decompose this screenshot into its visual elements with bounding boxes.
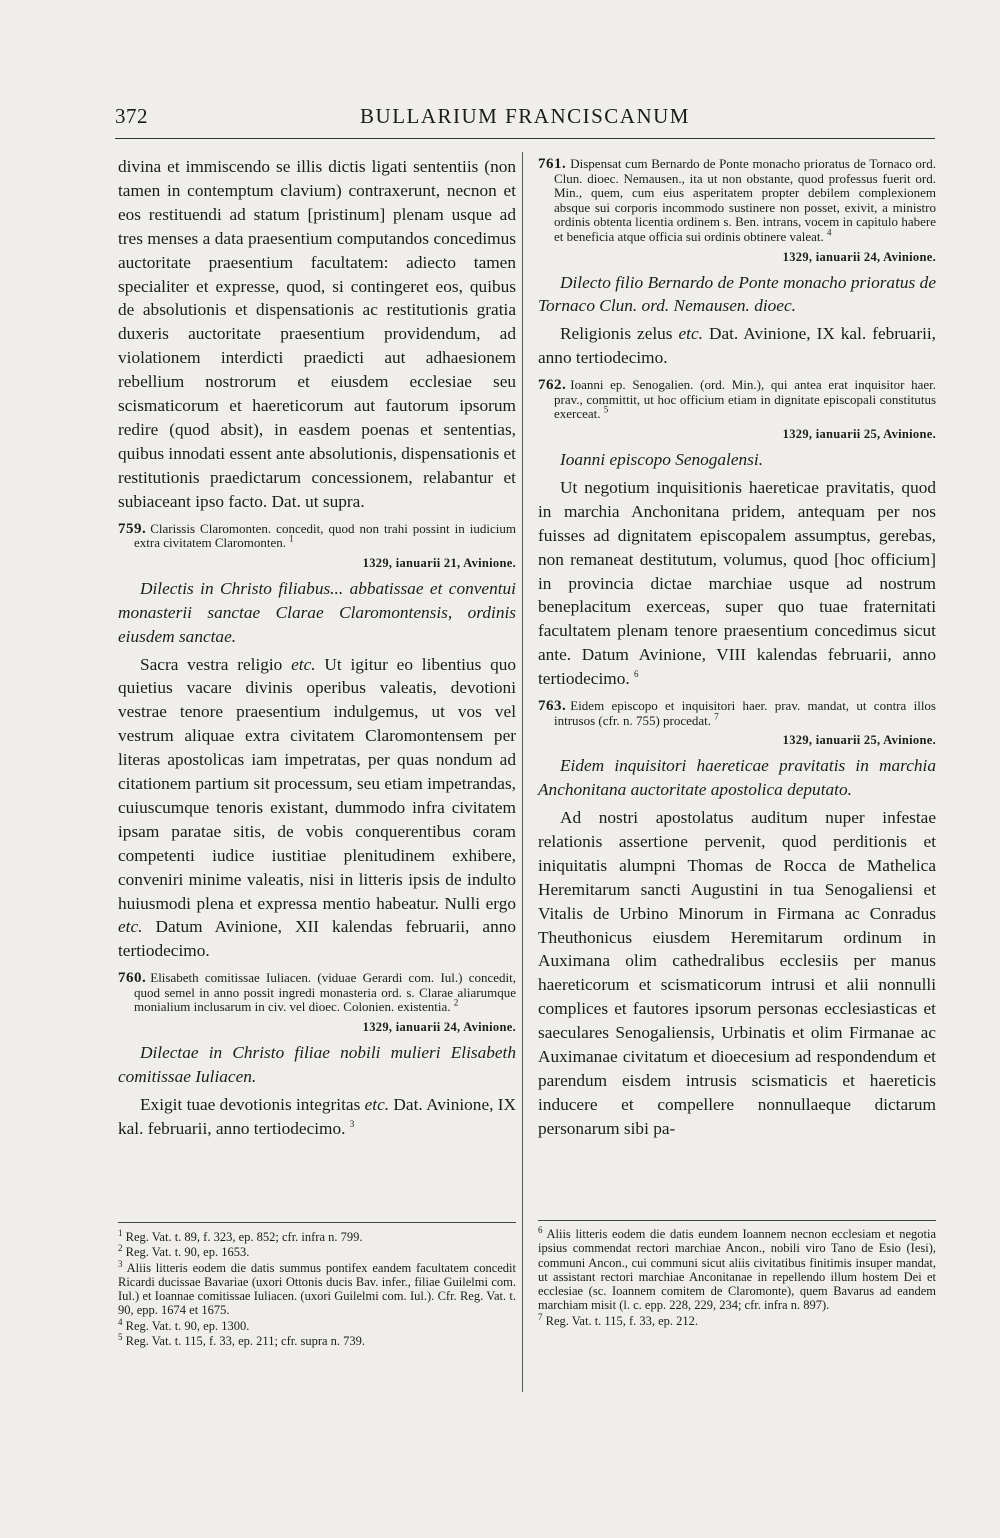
dateline: 1329, ianuarii 25, Avinione. bbox=[782, 733, 936, 748]
entry-number: 763. bbox=[538, 698, 567, 715]
entry-763 bbox=[538, 699, 936, 1141]
page-header bbox=[115, 104, 935, 140]
regest-text: Ioanni ep. Senogalien. (ord. Min.), qui antea erat inquisitor haer. prav., committit, ut hoc officium etiam in dignitate episcopali constitutus exerceat. bbox=[554, 377, 936, 422]
address: Dilectis in Christo filiabus... abbatissae et conventui monasterii sanctae Clarae Claromontensis, ordinis eiusdem sanctae. bbox=[118, 578, 516, 646]
letter-body: Sacra vestra religio etc. Ut igitur eo libentius quo quietius vacare divinis operibus valeatis, devotioni vestrae tenore praesentium indulgemus, ut vos vel vestrum aliquae extra civitatem Claromontensem per literas apostolicas iam impetratas, per quas nondum ad citationem partium sit processum, seu etiam impetrandas, cuiuscumque tenoris existant, dummodo infra civitatem ipsam paratae sitis, de vobis conquerentibus coram competenti iudice iustitiae plenitudinem exhibere, conveniri minime valeatis, nisi in litteris ipsis de indulto huiusmodi plena et expressa mentio habeatur. Nulli ergo etc. Datum Avinione, XII kalendas februarii, anno tertiodecimo. bbox=[118, 654, 517, 961]
footnote: $^1$ Reg. Vat. t. 89, f. 323, ep. 852; cfr. infra n. 799. bbox=[118, 1227, 363, 1244]
address: Ioanni episcopo Senogalensi. bbox=[560, 449, 764, 469]
footnote: $^5$ Reg. Vat. t. 115, f. 33, ep. 211; cfr. supra n. 739. bbox=[118, 1331, 366, 1349]
footnote: $^4$ Reg. Vat. t. 90, ep. 1300. bbox=[118, 1316, 250, 1333]
right-column bbox=[538, 155, 936, 1145]
footnote-ref: 3 bbox=[349, 1119, 355, 1130]
footnote-ref: 6 bbox=[633, 669, 639, 680]
left-column bbox=[118, 155, 516, 1145]
footnote: $^2$ Reg. Vat. t. 90, ep. 1653. bbox=[118, 1243, 250, 1260]
footnote-ref: 7 bbox=[714, 711, 719, 722]
regest-text: Clarissis Claromonten. concedit, quod non trahi possint in iudicium extra civitatem Claromonten. bbox=[134, 520, 516, 551]
regest-text: Dispensat cum Bernardo de Ponte monacho prioratus de Tornaco ord. Clun. dioec. Nemausen., ita ut non obstante, quod professus fuerit ord. Min., quem, cum eius asperitatem propter debilem complexionem absque sui corporis incommodo sustinere non posset, exivit, a ministro ordinis obtenta licentia ordinem s. Ben. intrans, vocem in capitulo habere et beneficia atque officia sui ordinis obtinere valeat. bbox=[554, 156, 936, 244]
footnote-ref: 4 bbox=[827, 227, 832, 238]
address: Dilectae in Christo filiae nobili mulieri Elisabeth comitissae Iuliacen. bbox=[118, 1043, 516, 1086]
entry-760 bbox=[118, 971, 516, 1140]
dateline: 1329, ianuarii 21, Avinione. bbox=[362, 555, 516, 570]
entry-762 bbox=[538, 378, 936, 691]
entry-number: 762. bbox=[538, 377, 567, 394]
footnote-ref: 1 bbox=[289, 533, 294, 544]
footnote-ref: 2 bbox=[453, 998, 459, 1009]
regest bbox=[538, 699, 936, 728]
regest-text: Eidem episcopo et inquisitori haer. prav. mandat, ut contra illos intrusos (cfr. n. 755) procedat. bbox=[554, 698, 936, 728]
regest-text: Elisabeth comitissae Iuliacen. (viduae Gerardi com. Iul.) concedit, quod semel in anno possit ingredi monasteria ord. s. Clarae aliarumque monialium inclusarum in civ. vel dioec. Colonien. existentia. bbox=[134, 970, 516, 1015]
letter-body: Ut negotium inquisitionis haereticae pravitatis, quod in marchia Anchonitana pridem, antequam per nos fuisses ad dignitatem episcopalem assumptus, gerebas, non remaneat destitutum, volumus, quod [hoc officium] in provincia dictae marchiae usque ad nostrum beneplacitum exerceas, super quo tuae fraternitati facultatem plenam tenore praesentium concedimus sicut ante. Datum Avinione, VIII kalendas februarii, anno tertiodecimo. $^6$ bbox=[538, 477, 936, 689]
footnote-ref: 5 bbox=[603, 405, 609, 416]
page-number: 372 bbox=[115, 104, 148, 128]
footnote: $^6$ Aliis litteris eodem die datis eundem Ioannem necnon ecclesiam et negotia ipsius commendat rectori marchiae Ancon., nobili viro Tano de Esio (Iesi), communi Ancon., cui communi sicut aliis civitatibus finitimis insuper mandat, ut assistant rectori marchiae Anconitanae in repellendo illum hostem Dei et ecclesiae (sc. Ioannem comitem de Claromonte), quem Bavarus ad eandem marchiam misit (l. c. epp. 228, 229, 234; cfr. infra n. 897). bbox=[538, 1224, 937, 1313]
regest bbox=[538, 378, 936, 422]
letter-body: Exigit tuae devotionis integritas etc. Dat. Avinione, IX kal. februarii, anno tertiodecimo. $^3$ bbox=[118, 1094, 516, 1138]
running-title: BULLARIUM FRANCISCANUM bbox=[360, 104, 690, 128]
address: Eidem inquisitori haereticae pravitatis in marchia Anchonitana auctoritate apostolica deputato. bbox=[538, 756, 936, 800]
address: Dilecto filio Bernardo de Ponte monacho prioratus de Tornaco Clun. ord. Nemausen. dioec. bbox=[538, 272, 936, 316]
footnotes-left bbox=[118, 1227, 516, 1349]
entry-number: 761. bbox=[538, 156, 567, 172]
regest bbox=[538, 157, 936, 245]
footnotes-right bbox=[538, 1224, 937, 1329]
letter-body: Ad nostri apostolatus auditum nuper infestae relationis assertione pervenit, quod perditionis et iniquitatis alumpni Thomas de Rocca de Mathelica Heremitarum sancti Augustini in tua Senogaliensi et Vitalis de Urbino Minorum in Firmana ac Conradus Theuthonicus eiusdem Heremitarum ordinum in Auximana olim cathedralibus ecclesiis per manus haereticorum et scismaticorum intrusi et alii nonnulli complices et fautores ipsorum personas ecclesiasticas et saeculares Senogaliensis, Urbinatis et olim Firmanae ac Auximanae civitatum et dioecesium ad respondendum et parendum eisdem intrusis scismaticis et haereticis inducere et compellere nonnullaeque dictarum personarum sibi pa- bbox=[538, 808, 936, 1138]
footnote-rule-right bbox=[538, 1220, 936, 1221]
header-rule bbox=[115, 138, 935, 139]
entry-number: 760. bbox=[118, 970, 147, 987]
dateline: 1329, ianuarii 24, Avinione. bbox=[782, 249, 936, 264]
column-divider bbox=[522, 152, 523, 1392]
letter-body: Religionis zelus etc. Dat. Avinione, IX kal. februarii, anno tertiodecimo. bbox=[538, 324, 937, 368]
entry-761 bbox=[538, 157, 936, 370]
regest bbox=[118, 522, 516, 551]
entry-759 bbox=[118, 522, 516, 964]
entry-number: 759. bbox=[118, 520, 147, 537]
dateline: 1329, ianuarii 24, Avinione. bbox=[362, 1020, 516, 1035]
footnote: $^7$ Reg. Vat. t. 115, f. 33, ep. 212. bbox=[538, 1311, 699, 1328]
footnote-rule-left bbox=[118, 1222, 516, 1223]
dateline: 1329, ianuarii 25, Avinione. bbox=[782, 426, 936, 441]
regest bbox=[118, 971, 516, 1015]
continuation-text: divina et immiscendo se illis dictis ligati sententiis (non tamen in contemptum clavium) contraxerunt, necnon et eos restituendi ad statum [pristinum] plenam usque ad tres menses a data praesentium computandos concedimus auctoritate praesentium facultatem: adiecto tamen specialiter et expresse, quod, si contingeret eos, quibus de absolutionis et dispensationis ac restitutionis gratia duxeris auctoritate praesentium providendum, ad violationem interdicti praedicti aut adhaesionem rebellium nostrorum et eiusdem ecclesiae seu scismaticorum et haereticorum aut fautorum ipsorum redire (quod absit), in easdem poenas et sententias, quibus innodati essent ante absolutionis, dispensationis et restitutionis praedictarum concessionem, relabantur et subiaceant ipso facto. Dat. ut supra. bbox=[118, 157, 516, 511]
footnote: $^3$ Aliis litteris eodem die datis summus pontifex eandem facultatem concedit Ricardi ducissae Bavariae (uxori Ottonis ducis Bav. infer., filiae Guilelmi com. Iul.) et Ioannae comitissae Iuliacen. (uxori Guilelmi com. Iul.). Cfr. Reg. Vat. t. 90, epp. 1674 et 1675. bbox=[118, 1258, 516, 1318]
